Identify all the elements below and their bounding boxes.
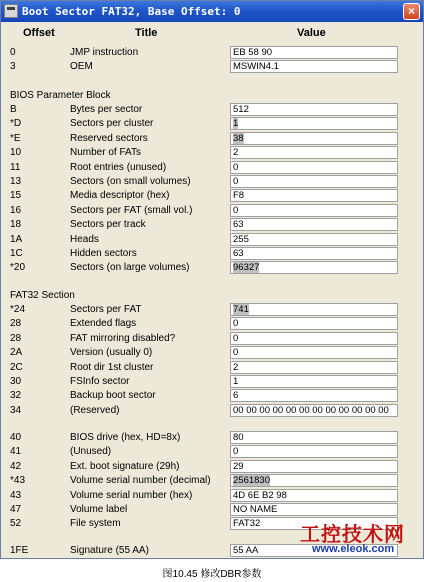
field-row: [1, 332, 423, 346]
column-header-offset: Offset: [23, 27, 55, 39]
field-value-input[interactable]: [230, 261, 398, 274]
field-offset: 1A: [10, 234, 23, 245]
field-title: BIOS drive (hex, HD=8x): [70, 432, 181, 443]
field-row: [1, 204, 423, 218]
field-offset: 18: [10, 219, 22, 230]
field-offset: 3: [10, 61, 16, 72]
field-title: FSInfo sector: [70, 376, 130, 387]
field-title: Media descriptor (hex): [70, 190, 170, 201]
field-offset: 2C: [10, 362, 23, 373]
field-offset: 1FE: [10, 545, 29, 556]
field-value-input[interactable]: [230, 317, 398, 330]
field-row: [1, 103, 423, 117]
field-offset: 41: [10, 446, 22, 457]
field-value-input[interactable]: [230, 361, 398, 374]
field-row: [1, 445, 423, 459]
field-offset: 10: [10, 147, 22, 158]
field-value-input[interactable]: [230, 389, 398, 402]
field-row: [1, 175, 423, 189]
column-header-value: Value: [297, 27, 326, 39]
field-offset: *D: [10, 118, 22, 129]
field-offset: B: [10, 104, 17, 115]
field-row: [1, 218, 423, 232]
field-offset: 40: [10, 432, 22, 443]
field-value-input[interactable]: [230, 218, 398, 231]
field-title: (Unused): [70, 446, 112, 457]
field-title: OEM: [70, 61, 93, 72]
field-value-text: 2561830: [233, 475, 270, 486]
field-value-input[interactable]: [230, 233, 398, 246]
field-offset: 13: [10, 176, 22, 187]
field-value-text: 0: [233, 318, 239, 329]
field-title: File system: [70, 518, 121, 529]
field-value-input[interactable]: [230, 175, 398, 188]
field-value-input[interactable]: [230, 132, 398, 145]
field-row: [1, 389, 423, 403]
field-value-text: 4D 6E B2 98: [233, 490, 287, 501]
field-row: [1, 404, 423, 418]
field-row: [1, 317, 423, 331]
field-title: Backup boot sector: [70, 390, 156, 401]
field-row: [1, 346, 423, 360]
field-title: Root entries (unused): [70, 162, 167, 173]
field-value-text: 0: [233, 176, 239, 187]
field-value-text: 96327: [233, 262, 260, 273]
field-title: Reserved sectors: [70, 133, 148, 144]
field-value-input[interactable]: [230, 375, 398, 388]
field-row: [1, 60, 423, 74]
field-value-text: 63: [233, 219, 244, 230]
field-row: [1, 247, 423, 261]
field-value-text: 63: [233, 248, 244, 259]
field-value-text: 512: [233, 104, 249, 115]
field-value-input[interactable]: [230, 161, 398, 174]
field-value-text: F8: [233, 190, 245, 201]
field-row: [1, 132, 423, 146]
field-value-text: 2: [233, 362, 239, 373]
field-offset: 47: [10, 504, 22, 515]
field-offset: 2A: [10, 347, 23, 358]
field-value-input[interactable]: [230, 146, 398, 159]
field-title: Bytes per sector: [70, 104, 143, 115]
field-value-text: FAT32: [233, 518, 261, 529]
field-title: Version (usually 0): [70, 347, 153, 358]
field-row: [1, 474, 423, 488]
field-title: Sectors per FAT (small vol.): [70, 205, 193, 216]
field-value-text: 2: [233, 147, 239, 158]
window-app-icon: [4, 4, 18, 18]
field-title: Volume serial number (hex): [70, 490, 193, 501]
field-offset: 28: [10, 333, 22, 344]
figure-caption: 图10.45 修改DBR参数: [162, 569, 262, 580]
field-title: Sectors (on large volumes): [70, 262, 190, 273]
field-row: [1, 431, 423, 445]
field-offset: *20: [10, 262, 26, 273]
field-value-input[interactable]: [230, 404, 398, 417]
field-row: [1, 375, 423, 389]
field-title: Number of FATs: [70, 147, 141, 158]
field-value-text: 55 AA: [233, 545, 259, 556]
field-value-text: 38: [233, 133, 244, 144]
field-offset: *E: [10, 133, 21, 144]
field-value-text: 0: [233, 205, 239, 216]
field-value-text: NO NAME: [233, 504, 278, 515]
field-value-input[interactable]: [230, 474, 398, 487]
field-value-input[interactable]: [230, 204, 398, 217]
field-title: Sectors per track: [70, 219, 146, 230]
field-offset: 16: [10, 205, 22, 216]
field-title: Sectors per cluster: [70, 118, 154, 129]
field-value-input[interactable]: [230, 103, 398, 116]
field-row: [1, 146, 423, 160]
field-row: [1, 233, 423, 247]
field-value-text: 00 00 00 00 00 00 00 00 00 00 00 00: [233, 405, 389, 416]
close-button[interactable]: ×: [403, 3, 420, 20]
field-offset: 52: [10, 518, 22, 529]
field-offset: 32: [10, 390, 22, 401]
column-header-title: Title: [135, 27, 158, 39]
field-title: Hidden sectors: [70, 248, 137, 259]
field-offset: *24: [10, 304, 26, 315]
field-title: Sectors (on small volumes): [70, 176, 191, 187]
title-bar[interactable]: [1, 1, 423, 22]
field-value-text: 0: [233, 347, 239, 358]
field-row: [1, 460, 423, 474]
field-row: [1, 361, 423, 375]
field-value-input[interactable]: [230, 445, 398, 458]
field-title: Volume label: [70, 504, 128, 515]
field-title: Heads: [70, 234, 99, 245]
field-value-input[interactable]: [230, 460, 398, 473]
field-offset: *43: [10, 475, 26, 486]
field-row: [1, 189, 423, 203]
field-row: [1, 46, 423, 60]
field-title: Ext. boot signature (29h): [70, 461, 180, 472]
field-title: Root dir 1st cluster: [70, 362, 154, 373]
field-value-input[interactable]: [230, 189, 398, 202]
field-offset: 42: [10, 461, 22, 472]
field-value-text: 6: [233, 390, 239, 401]
field-value-text: MSWIN4.1: [233, 61, 279, 72]
field-value-input[interactable]: [230, 46, 398, 59]
field-value-input[interactable]: [230, 346, 398, 359]
field-row: [1, 117, 423, 131]
field-offset: 28: [10, 318, 22, 329]
section-heading-bpb: BIOS Parameter Block: [10, 90, 111, 101]
field-row: [1, 261, 423, 275]
field-offset: 1C: [10, 248, 23, 259]
field-title: Volume serial number (decimal): [70, 475, 211, 486]
field-value-text: 1: [233, 376, 239, 387]
field-value-text: 0: [233, 446, 239, 457]
field-value-text: 29: [233, 461, 244, 472]
field-value-text: 0: [233, 333, 239, 344]
field-row: [1, 161, 423, 175]
field-value-input[interactable]: [230, 60, 398, 73]
field-value-text: 741: [233, 304, 249, 315]
section-heading-fat32: FAT32 Section: [10, 290, 75, 301]
field-offset: 34: [10, 405, 22, 416]
field-title: Signature (55 AA): [70, 545, 149, 556]
watermark-text: 工控技术网: [300, 524, 405, 546]
field-row: [1, 489, 423, 503]
field-value-text: 0: [233, 162, 239, 173]
field-offset: 15: [10, 190, 22, 201]
field-row: [1, 303, 423, 317]
field-value-input[interactable]: [230, 303, 398, 316]
field-title: Extended flags: [70, 318, 137, 329]
field-offset: 0: [10, 47, 16, 58]
field-value-input[interactable]: [230, 332, 398, 345]
field-value-text: 255: [233, 234, 249, 245]
field-offset: 30: [10, 376, 22, 387]
field-title: JMP instruction: [70, 47, 139, 58]
field-row: [1, 503, 423, 517]
field-offset: 43: [10, 490, 22, 501]
field-title: (Reserved): [70, 405, 120, 416]
watermark-url: www.eleok.com: [312, 543, 395, 555]
field-value-input[interactable]: [230, 117, 398, 130]
field-value-input[interactable]: [230, 431, 398, 444]
field-value-text: EB 58 90: [233, 47, 273, 58]
field-value-text: 80: [233, 432, 244, 443]
window-title: Boot Sector FAT32, Base Offset: 0: [22, 5, 241, 18]
field-offset: 11: [10, 162, 21, 173]
field-value-input[interactable]: [230, 247, 398, 260]
field-value-input[interactable]: [230, 503, 398, 516]
field-value-text: 1: [233, 118, 239, 129]
field-title: Sectors per FAT: [70, 304, 142, 315]
field-value-input[interactable]: [230, 489, 398, 502]
field-title: FAT mirroring disabled?: [70, 333, 176, 344]
